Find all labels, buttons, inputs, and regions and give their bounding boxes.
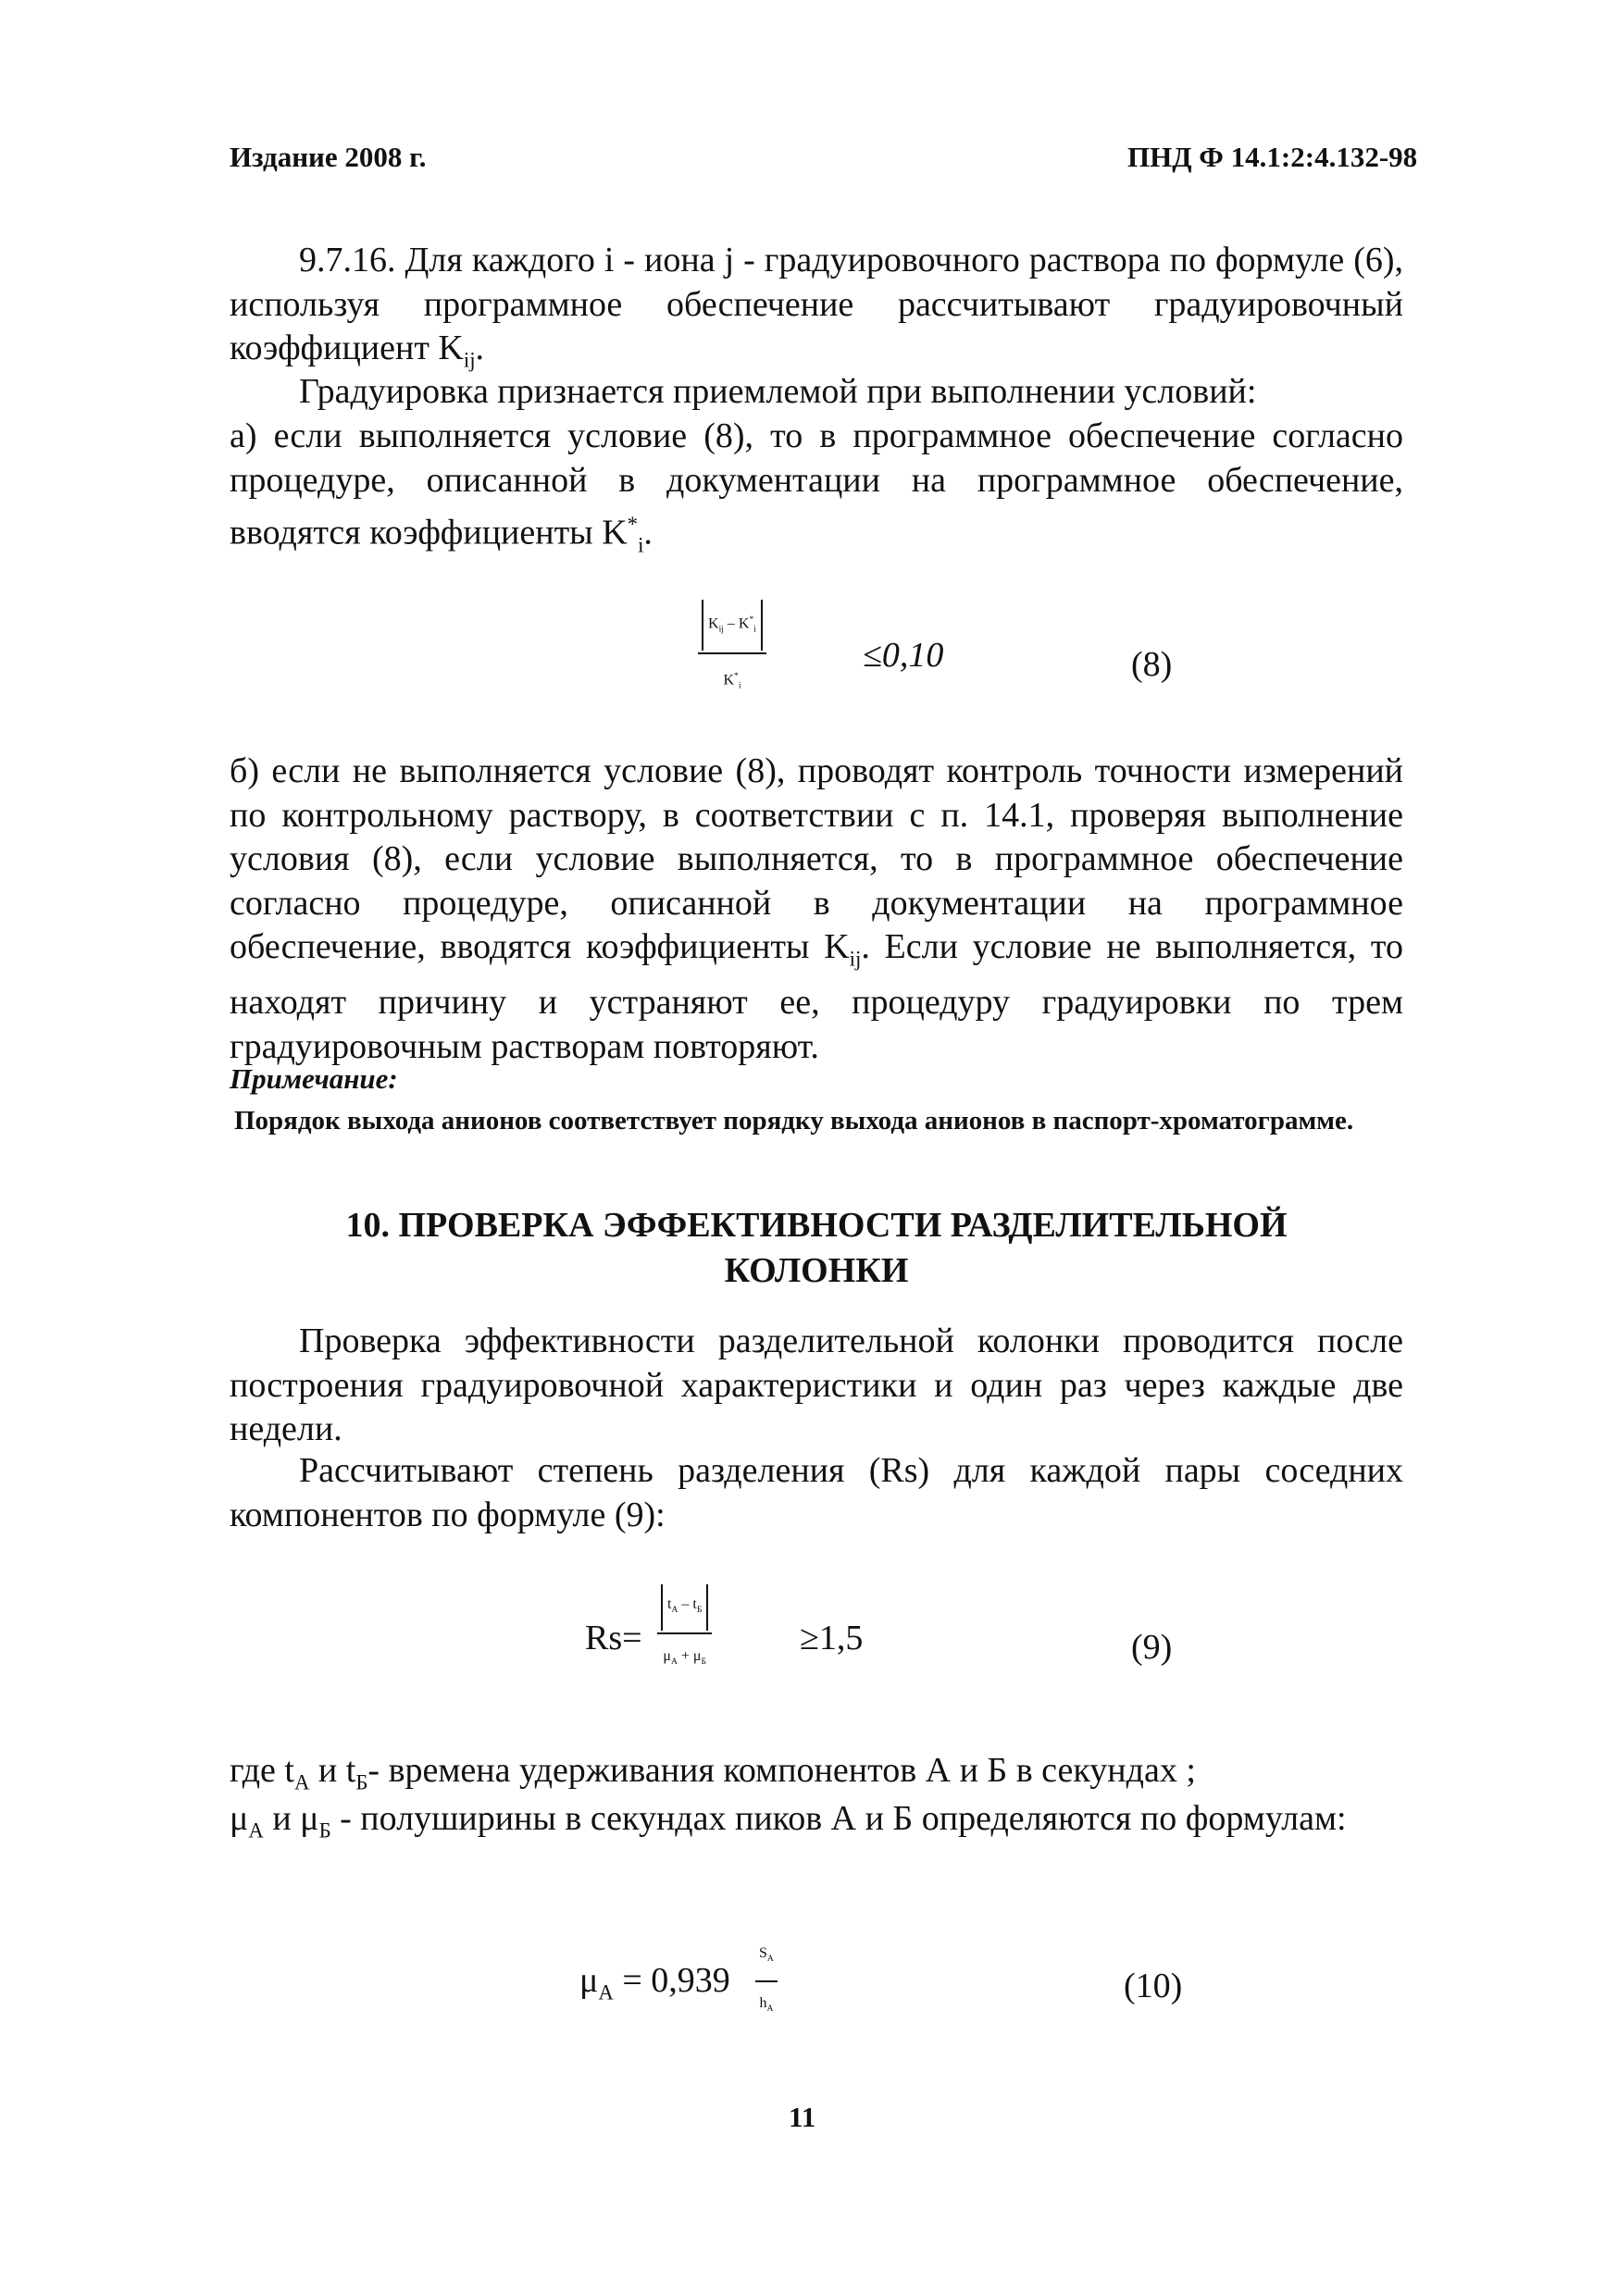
symbol-k: K bbox=[738, 615, 750, 632]
edition-header: Издание 2008 г. bbox=[230, 141, 427, 173]
symbol-h: h bbox=[759, 1995, 767, 2012]
equation-number-9: (9) bbox=[1131, 1628, 1173, 1667]
text: - времена удерживания компонентов А и Б в секундах ; bbox=[367, 1751, 1196, 1790]
half-width-definition bbox=[230, 1797, 1403, 1853]
text: где t bbox=[230, 1751, 294, 1790]
subscript-b: Б bbox=[701, 1657, 706, 1668]
minus-sign: – bbox=[678, 1596, 693, 1612]
condition-a-paragraph bbox=[230, 415, 1403, 567]
subscript-a: А bbox=[766, 1954, 774, 1965]
note-title: Примечание: bbox=[230, 1062, 398, 1095]
paragraph-text-continued: . Если условие не выполняется, то находят причину и устраняют ее, процедуру градуировки по трем градуировочным растворам повторяют. bbox=[230, 927, 1403, 1066]
formula-9-denominator bbox=[657, 1634, 712, 1684]
subscript-a: А bbox=[671, 1605, 678, 1616]
formula-8-fraction bbox=[698, 600, 766, 708]
subscript-b: Б bbox=[318, 1818, 331, 1843]
formula-9-numerator bbox=[657, 1584, 712, 1634]
symbol-mu: μ bbox=[663, 1648, 671, 1665]
superscript-star: * bbox=[749, 614, 754, 625]
formula-10-lhs bbox=[579, 1960, 730, 2005]
equation-number-10: (10) bbox=[1124, 1967, 1183, 2005]
paragraph-text: а) если выполняется условие (8), то в программное обеспечение согласно процедуре, описанной в документации на программное обеспечение, вводятся коэффициенты K bbox=[230, 416, 1403, 552]
symbol-k: K bbox=[723, 671, 735, 688]
resolution-paragraph: Рассчитывают степень разделения (Rs) для каждой пары соседних компонентов по формуле (9): bbox=[230, 1451, 1403, 1534]
formula-9-fraction bbox=[657, 1584, 712, 1684]
text: и t bbox=[309, 1751, 356, 1790]
subscript-a: А bbox=[293, 1770, 310, 1794]
paragraph-text: б) если не выполняется условие (8), проводят контроль точности измерений по контрольному раствору, в соответствии с п. 14.1, проверяя выполнение условия (8), если условие выполняется, то в программное обеспечение согласно процедуре, описанной в документации на программное обеспечение, вводятся коэффициенты K bbox=[230, 751, 1403, 966]
symbol-mu: μ bbox=[579, 1961, 599, 2000]
subscript-b: Б bbox=[355, 1770, 368, 1794]
symbol-mu: μ bbox=[692, 1648, 702, 1665]
plus-sign: + bbox=[677, 1648, 693, 1665]
note-text: Порядок выхода анионов соответствует порядку выхода анионов в паспорт-хроматограмме. bbox=[234, 1106, 1354, 1136]
subscript-a: А bbox=[670, 1657, 678, 1668]
coefficient: = 0,939 bbox=[613, 1961, 730, 2000]
superscript-star: * bbox=[734, 670, 739, 681]
formula-8-denominator bbox=[698, 654, 766, 709]
symbol-mu: μ bbox=[230, 1799, 249, 1838]
subscript-i: i bbox=[738, 680, 741, 691]
minus-sign: – bbox=[723, 615, 739, 632]
subscript-b: Б bbox=[696, 1605, 703, 1616]
period: . bbox=[643, 513, 653, 552]
subscript-a: А bbox=[248, 1818, 264, 1843]
section-title-line-2: КОЛОНКИ bbox=[724, 1251, 909, 1290]
paragraph-text: 9.7.16. Для каждого i - иона j - градуировочного раствора по формуле (6), используя программное обеспечение рассчитывают градуировочный коэффициент K bbox=[230, 241, 1403, 367]
formula-10-denominator bbox=[755, 1982, 778, 2030]
absolute-value bbox=[661, 1584, 708, 1631]
absolute-value bbox=[702, 600, 763, 651]
symbol-t: t bbox=[667, 1596, 672, 1612]
symbol-s: S bbox=[759, 1945, 767, 1961]
subscript: i bbox=[638, 533, 644, 557]
formula-8-rhs: ≤0,10 bbox=[863, 636, 944, 675]
subscript: ij bbox=[849, 947, 862, 971]
section-10-title bbox=[230, 1203, 1403, 1294]
paragraph-9-7-16 bbox=[230, 239, 1403, 382]
equation-number-8: (8) bbox=[1131, 645, 1173, 684]
subscript-i: i bbox=[753, 624, 756, 635]
text: - полуширины в секундах пиков А и Б определяются по формулам: bbox=[330, 1799, 1347, 1838]
formula-9-rhs: ≥1,5 bbox=[800, 1619, 864, 1657]
subscript-ij: ij bbox=[718, 624, 724, 635]
formula-10-numerator bbox=[755, 1934, 778, 1982]
symbol-k: K bbox=[708, 615, 719, 632]
calibration-acceptance-paragraph: Градуировка признается приемлемой при выполнении условий: bbox=[299, 372, 1257, 411]
superscript: * bbox=[627, 513, 639, 536]
subscript-a: А bbox=[598, 1980, 614, 2004]
formula-10-fraction bbox=[755, 1934, 778, 2030]
condition-b-paragraph bbox=[230, 750, 1403, 1069]
section-title-line-1: 10. ПРОВЕРКА ЭФФЕКТИВНОСТИ РАЗДЕЛИТЕЛЬНОЙ bbox=[345, 1206, 1288, 1245]
period: . bbox=[475, 329, 485, 367]
text: и μ bbox=[263, 1799, 319, 1838]
page-number: 11 bbox=[789, 2101, 816, 2133]
formula-9-lhs: Rs= bbox=[585, 1619, 642, 1657]
formula-8-numerator bbox=[698, 600, 766, 654]
column-check-paragraph: Проверка эффективности разделительной колонки проводится после построения градуировочной характеристики и один раз через каждые две недели. bbox=[230, 1322, 1403, 1448]
subscript: ij bbox=[463, 348, 476, 372]
subscript-a: А bbox=[766, 2004, 774, 2015]
symbol-t: t bbox=[692, 1596, 697, 1612]
document-code-header: ПНД Ф 14.1:2:4.132-98 bbox=[1127, 141, 1418, 173]
